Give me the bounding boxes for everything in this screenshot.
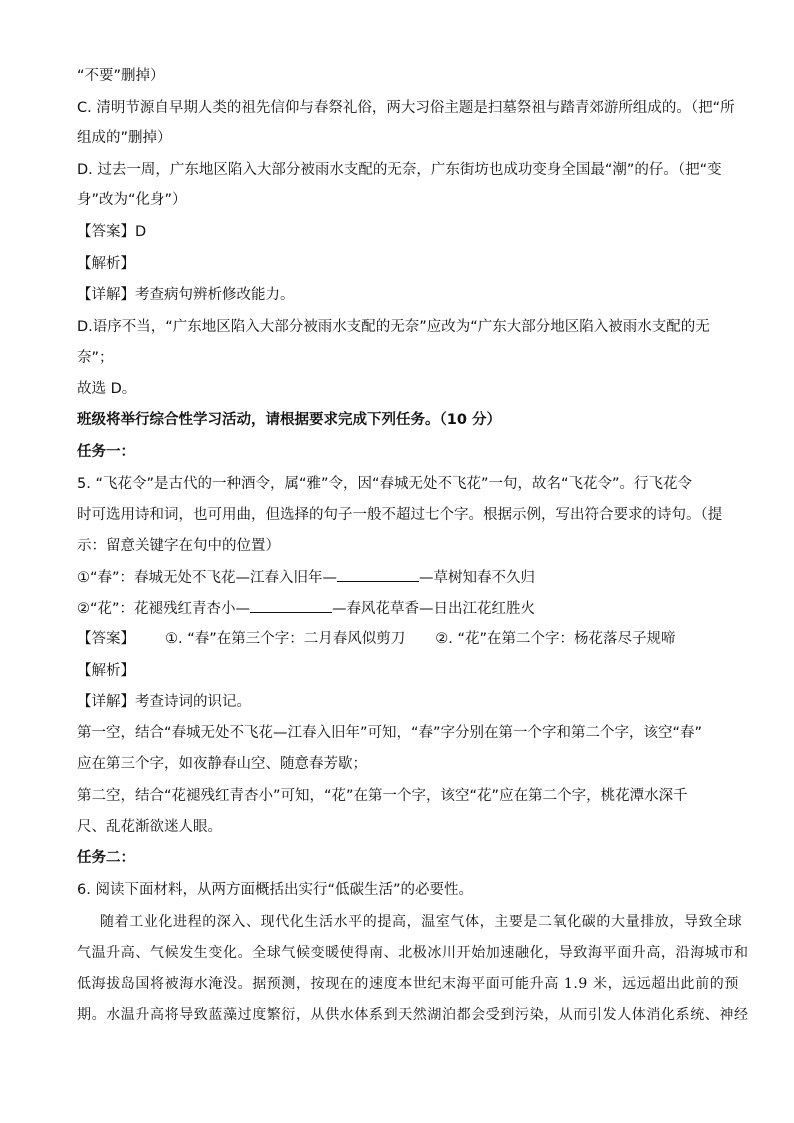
answer-blank-2 xyxy=(250,598,332,613)
detail-second-blank: 第二空，结合“花褪残红青杏小”可知，“花”在第一个字，该空“花”应在第二个字，桃花潭水深千 xyxy=(77,788,688,804)
question-5-cont: 时可选用诗和词，也可用曲，但选择的句子一般不超过七个字。根据示例，写出符合要求的诗句。（提 xyxy=(77,507,723,523)
answer-label-2: 【答案】 xyxy=(77,631,135,647)
material-line-1: 随着工业化进程的深入、现代化生活水平的提高，温室气体，主要是二氧化碳的大量排放，导致全球 xyxy=(100,914,743,930)
answer-1: ①. “春”在第三个字：二月春风似剪刀 xyxy=(165,631,406,647)
material-line-3: 低海拔岛国将被海水淹没。据预测，按现在的速度本世纪末海平面可能升高 1.9 米，远远超出此前的预 xyxy=(77,976,739,992)
analysis-label-2: 【解析】 xyxy=(77,663,135,679)
detail-explanation: D.语序不当，“广东地区陷入大部分被雨水支配的无奈”应改为“广东大部分地区陷入被雨水支配的无 xyxy=(77,319,710,335)
task-one-heading: 任务一： xyxy=(77,444,135,460)
example-spring-tail: —草树知春不久归 xyxy=(419,570,536,586)
material-line-2: 气温升高、气候发生变化。全球气候变暖使得南、北极冰川开始加速融化，导致海平面升高，沿海城市和 xyxy=(77,945,749,961)
detail-text-2: 【详解】考查诗词的识记。 xyxy=(77,694,251,710)
question-6: 6. 阅读下面材料，从两方面概括出实行“低碳生活”的必要性。 xyxy=(77,882,473,898)
material-line-4: 期。水温升高将导致蓝藻过度繁衍，从供水体系到天然湖泊都会受到污染，从而引发人体消化系统、神经 xyxy=(77,1007,749,1023)
section-heading: 班级将举行综合性学习活动，请根据要求完成下列任务。（10 分） xyxy=(77,412,501,428)
answer-2: ②. “花”在第二个字：杨花落尽子规啼 xyxy=(435,631,676,647)
example-spring-head: ①“春”：春城无处不飞花—江春入旧年— xyxy=(77,570,338,586)
task-two-heading: 任务二： xyxy=(77,850,135,866)
detail-text: 【详解】考查病句辨析修改能力。 xyxy=(77,287,295,303)
detail-explanation-cont: 奈”； xyxy=(77,350,114,366)
option-c: C. 清明节源自早期人类的祖先信仰与春祭礼俗，两大习俗主题是扫墓祭祖与踏青郊游所组成的。（把“所 xyxy=(77,100,735,116)
example-flower-tail: —春风花草香—日出江花红胜火 xyxy=(332,601,536,617)
answer-blank-1 xyxy=(337,567,419,582)
detail-first-blank: 第一空，结合“春城无处不飞花—江春入旧年”可知，“春”字分别在第一个字和第二个字，该空“春” xyxy=(77,725,703,741)
option-b-tail: “不要”删掉） xyxy=(77,68,165,84)
example-flower xyxy=(77,598,535,619)
detail-first-blank-cont: 应在第三个字，如夜静春山空、随意春芳歇； xyxy=(77,756,367,772)
question-5-hint: 示：留意关键字在句中的位置） xyxy=(77,538,280,554)
option-d: D. 过去一周，广东地区陷入大部分被雨水支配的无奈，广东街坊也成功变身全国最“潮”的仔。（把“变 xyxy=(77,162,722,178)
analysis-label: 【解析】 xyxy=(77,256,135,272)
option-c-cont: 组成的”删掉） xyxy=(77,130,172,146)
answer-label: 【答案】D xyxy=(77,224,147,240)
question-5: 5. “飞花令”是古代的一种酒令，属“雅”令，因“春城无处不飞花”一句，故名“飞花令”。行飞花令 xyxy=(77,476,693,492)
answer-row xyxy=(77,629,676,649)
example-flower-head: ②“花”：花褪残红青杏小— xyxy=(77,601,251,617)
option-d-cont: 身”改为“化身”） xyxy=(77,192,187,208)
example-spring xyxy=(77,567,535,588)
detail-second-blank-cont: 尺、乱花渐欲迷人眼。 xyxy=(77,819,222,835)
conclusion: 故选 D。 xyxy=(77,381,137,397)
